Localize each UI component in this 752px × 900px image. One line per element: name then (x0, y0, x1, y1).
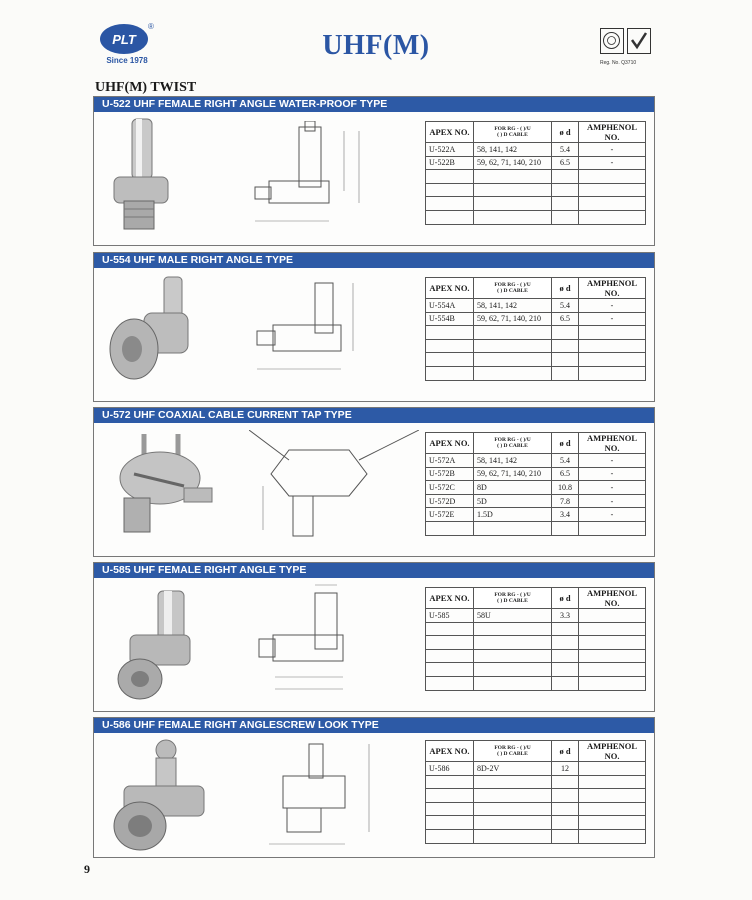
connector-photo (104, 273, 204, 393)
product-panel-u585 (93, 562, 655, 712)
technical-drawing (249, 277, 389, 387)
connector-photo (104, 428, 214, 548)
table-row (426, 170, 646, 184)
section-title: UHF(M) TWIST (95, 80, 197, 95)
connector-photo (104, 583, 204, 705)
product-panel-u586 (93, 717, 655, 858)
table-row: U-572A 58, 141, 142 5.4 - (426, 454, 646, 468)
technical-drawing (249, 430, 419, 542)
table-row (426, 829, 646, 843)
table-row (426, 210, 646, 224)
table-row: U-522A 58, 141, 142 5.4 - (426, 143, 646, 157)
table-row: U-554B 59, 62, 71, 140, 210 6.5 - (426, 312, 646, 326)
apex-header: APEX NO. (426, 741, 474, 762)
page-number: 9 (84, 862, 90, 876)
spec-table (425, 740, 646, 844)
amphenol-header: AMPHENOL NO. (579, 588, 646, 609)
table-row (426, 802, 646, 816)
table-row (426, 353, 646, 367)
apex-header: APEX NO. (426, 278, 474, 299)
spec-table (425, 277, 646, 381)
cert-reg-number: Reg. No. Q3710 (600, 60, 637, 66)
apex-header: APEX NO. (426, 588, 474, 609)
product-title: U-522 UHF FEMALE RIGHT ANGLE WATER-PROOF TYPE (94, 97, 654, 112)
iso-seal-icon (600, 28, 624, 54)
table-row: U-572E 1.5D 3.4 - (426, 508, 646, 522)
product-title: U-554 UHF MALE RIGHT ANGLE TYPE (94, 253, 654, 268)
checkmark-cert-icon (627, 28, 651, 54)
product-panel-u522 (93, 96, 655, 246)
table-row (426, 183, 646, 197)
table-row: U-585 58U 3.3 (426, 609, 646, 623)
table-row (426, 366, 646, 380)
table-row: U-572B 59, 62, 71, 140, 210 6.5 - (426, 467, 646, 481)
cable-header: FOR RG - ( )/U ( ) D CABLE (474, 122, 552, 143)
amphenol-header: AMPHENOL NO. (579, 122, 646, 143)
connector-photo (104, 117, 184, 237)
table-row: U-554A 58, 141, 142 5.4 - (426, 299, 646, 313)
table-row: U-522B 59, 62, 71, 140, 210 6.5 - (426, 156, 646, 170)
od-header: ø d (552, 588, 579, 609)
product-title: U-586 UHF FEMALE RIGHT ANGLESCREW LOOK TYPE (94, 718, 654, 733)
amphenol-header: AMPHENOL NO. (579, 278, 646, 299)
od-header: ø d (552, 741, 579, 762)
certification-marks (600, 28, 656, 66)
spec-table (425, 121, 646, 225)
table-row (426, 663, 646, 677)
table-row: U-586 8D-2V 12 (426, 762, 646, 776)
spec-table (425, 432, 646, 536)
company-logo (96, 22, 156, 70)
table-row (426, 636, 646, 650)
table-row (426, 789, 646, 803)
product-panel-u554 (93, 252, 655, 402)
table-row: U-572C 8D 10.8 - (426, 481, 646, 495)
table-row (426, 521, 646, 535)
registered-mark: ® (148, 22, 154, 31)
table-row: U-572D 5D 7.8 - (426, 494, 646, 508)
spec-table (425, 587, 646, 691)
amphenol-header: AMPHENOL NO. (579, 741, 646, 762)
technical-drawing (249, 581, 389, 697)
table-row (426, 622, 646, 636)
cable-header: FOR RG - ( )/U ( ) D CABLE (474, 588, 552, 609)
connector-photo (104, 736, 214, 854)
cable-header: FOR RG - ( )/U ( ) D CABLE (474, 741, 552, 762)
logo-since: Since 1978 (106, 56, 148, 65)
table-row (426, 649, 646, 663)
page-title: UHF(M) (322, 30, 430, 61)
amphenol-header: AMPHENOL NO. (579, 433, 646, 454)
table-row (426, 676, 646, 690)
product-panel-u572 (93, 407, 655, 557)
od-header: ø d (552, 278, 579, 299)
table-row (426, 339, 646, 353)
technical-drawing (249, 736, 389, 850)
table-row (426, 197, 646, 211)
table-row (426, 816, 646, 830)
table-row (426, 775, 646, 789)
technical-drawing (249, 121, 389, 231)
cable-header: FOR RG - ( )/U ( ) D CABLE (474, 433, 552, 454)
product-title: U-585 UHF FEMALE RIGHT ANGLE TYPE (94, 563, 654, 578)
logo-oval (100, 24, 148, 54)
table-row (426, 326, 646, 340)
apex-header: APEX NO. (426, 122, 474, 143)
od-header: ø d (552, 433, 579, 454)
product-title: U-572 UHF COAXIAL CABLE CURRENT TAP TYPE (94, 408, 654, 423)
apex-header: APEX NO. (426, 433, 474, 454)
logo-text: PLT (112, 31, 136, 47)
cable-header: FOR RG - ( )/U ( ) D CABLE (474, 278, 552, 299)
od-header: ø d (552, 122, 579, 143)
